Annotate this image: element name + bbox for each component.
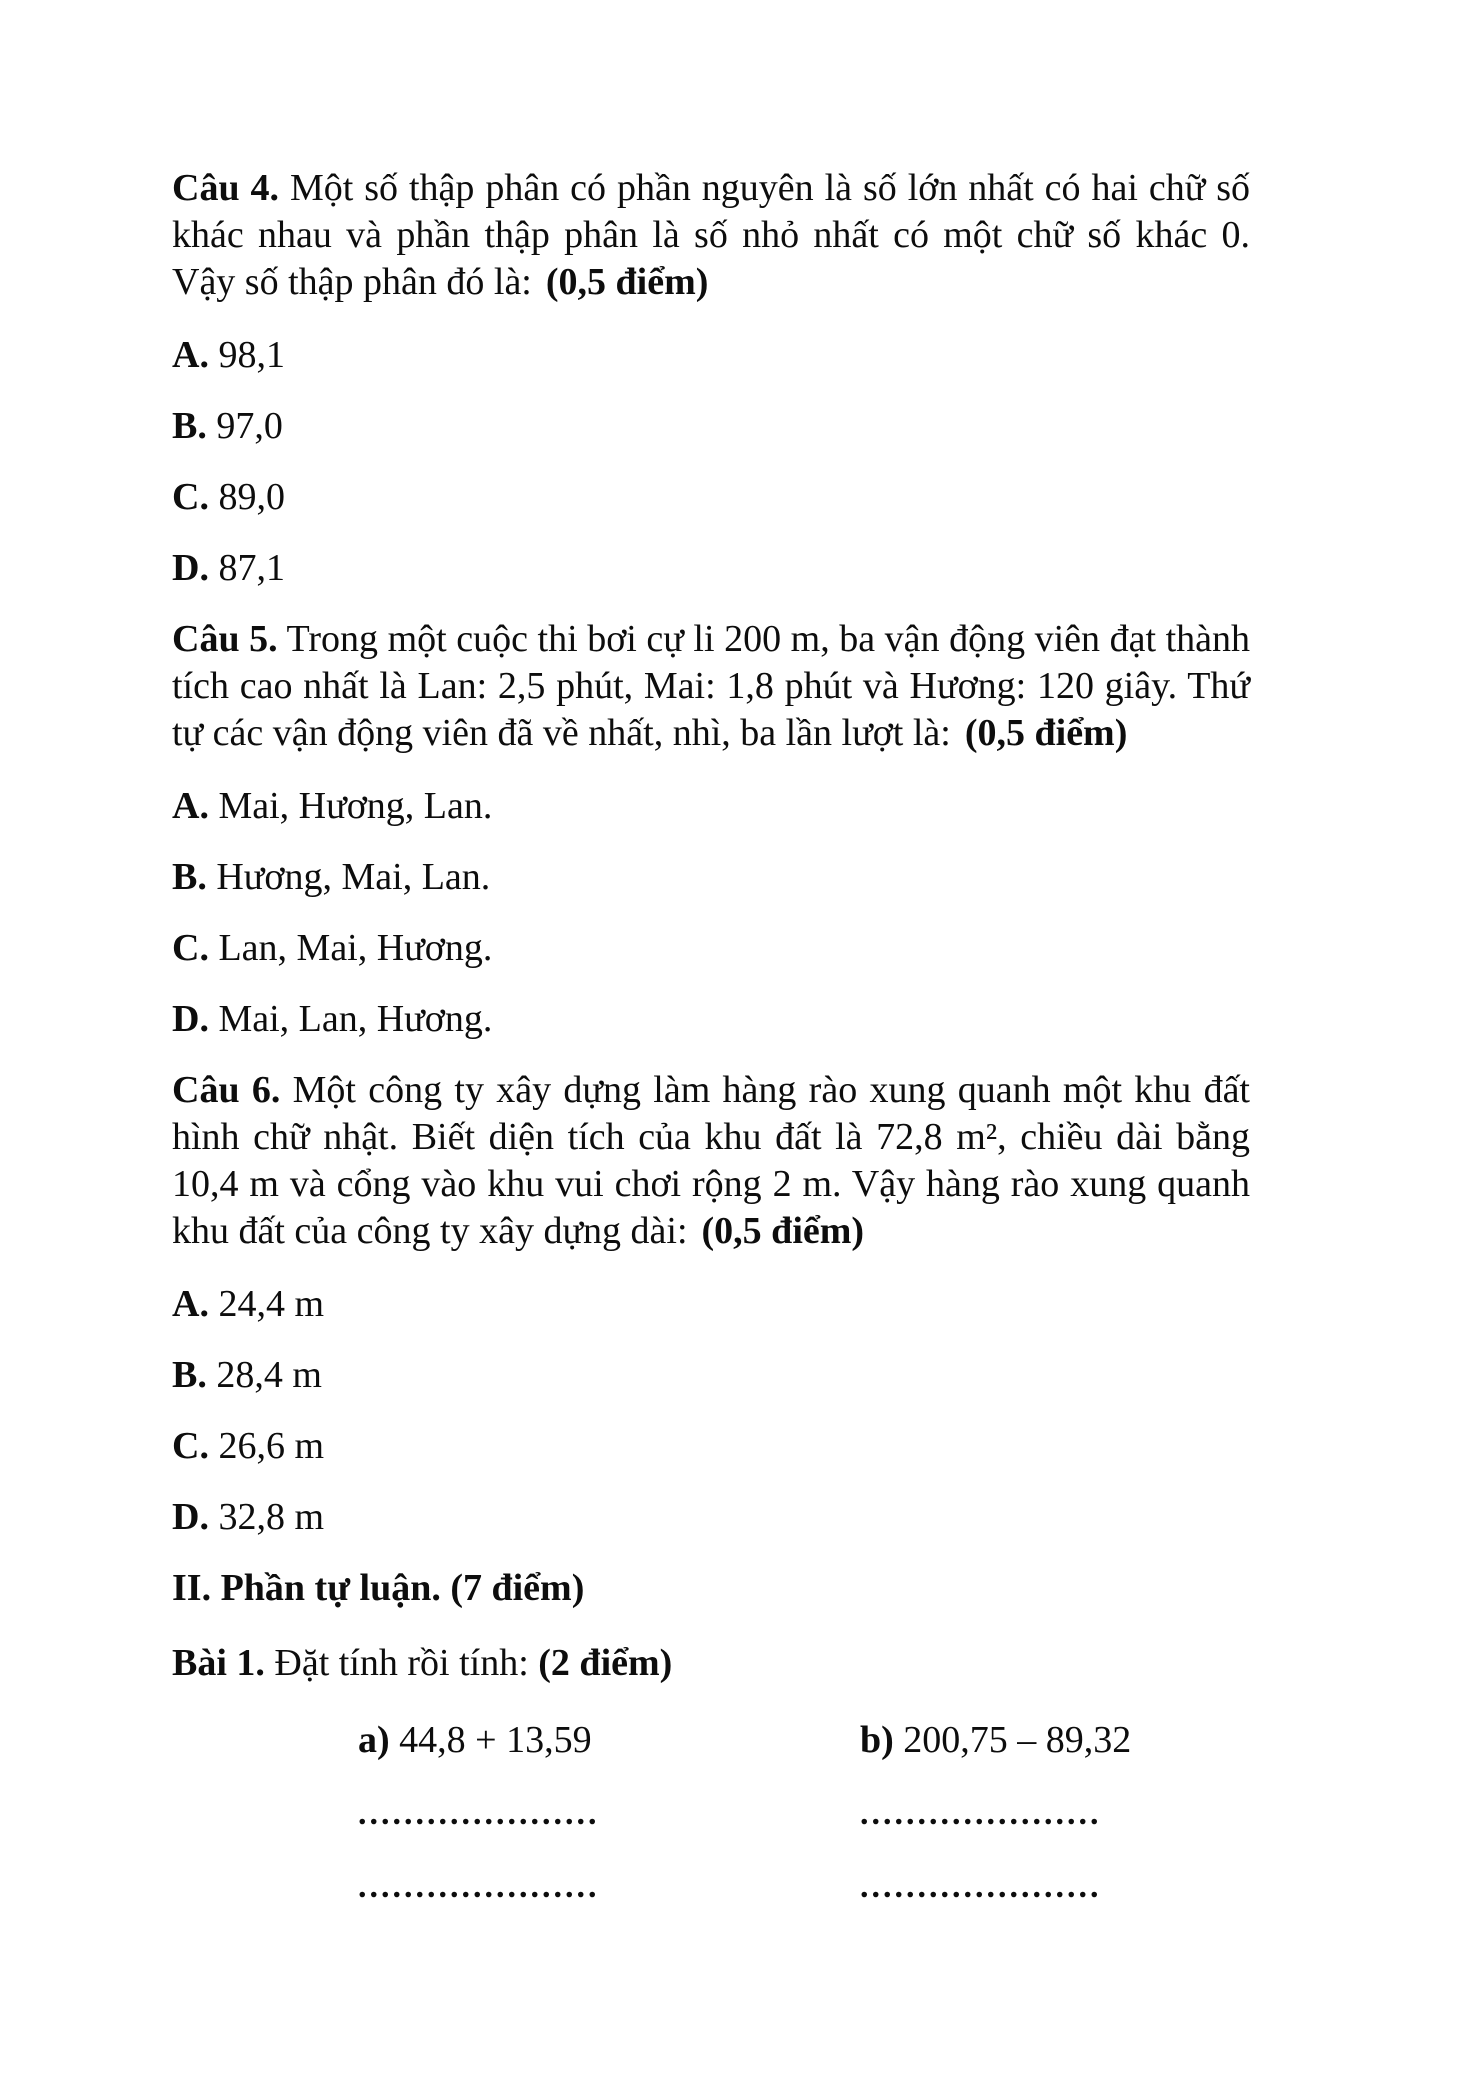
option-text: 32,8 m bbox=[218, 1496, 325, 1538]
option-letter: C. bbox=[172, 1425, 209, 1467]
exercise-1-label: Bài 1. bbox=[172, 1642, 265, 1684]
option-text: Hương, Mai, Lan. bbox=[216, 856, 491, 898]
option-text: 24,4 m bbox=[218, 1283, 325, 1325]
worksheet-column-a bbox=[358, 1717, 620, 1910]
question-4-option-c bbox=[172, 474, 1250, 521]
question-6-option-b bbox=[172, 1352, 1250, 1399]
exercise-1-heading bbox=[172, 1640, 1250, 1687]
exercise-1-points: (2 điểm) bbox=[538, 1642, 673, 1684]
expression-a bbox=[358, 1717, 620, 1764]
option-letter: B. bbox=[172, 405, 207, 447]
exercise-1-text: Đặt tính rồi tính: bbox=[274, 1642, 529, 1684]
option-text: Mai, Lan, Hương. bbox=[218, 998, 493, 1040]
answer-dots-a-1: ..................... bbox=[358, 1795, 600, 1832]
option-text: 97,0 bbox=[216, 405, 283, 447]
question-5-paragraph bbox=[172, 616, 1250, 757]
question-6-option-a bbox=[172, 1281, 1250, 1328]
question-4-option-d bbox=[172, 545, 1250, 592]
question-6-option-c bbox=[172, 1423, 1250, 1470]
question-4-option-b bbox=[172, 403, 1250, 450]
option-letter: D. bbox=[172, 998, 209, 1040]
expression-b bbox=[860, 1717, 1132, 1764]
question-5-text: Trong một cuộc thi bơi cự li 200 m, ba vận động viên đạt thành tích cao nhất là Lan: 2,5 phút, Mai: 1,8 phút và Hương: 120 giây. Thứ tự các vận động viên đã về nhất, nhì, ba lần lượt là: bbox=[172, 618, 1250, 754]
part-a-expression: 44,8 + 13,59 bbox=[399, 1719, 592, 1761]
question-6-text: Một công ty xây dựng làm hàng rào xung quanh một khu đất hình chữ nhật. Biết diện tích của khu đất là 72,8 m², chiều dài bằng 10,4 m và cổng vào khu vui chơi rộng 2 m. Vậy hàng rào xung quanh khu đất của công ty xây dựng dài: bbox=[172, 1069, 1250, 1252]
option-text: Lan, Mai, Hương. bbox=[218, 927, 493, 969]
question-5 bbox=[172, 616, 1250, 1043]
option-text: 26,6 m bbox=[218, 1425, 325, 1467]
option-text: 28,4 m bbox=[216, 1354, 322, 1396]
option-text: 98,1 bbox=[218, 334, 285, 376]
question-4-paragraph bbox=[172, 165, 1250, 306]
question-5-number: Câu 5. bbox=[172, 618, 278, 660]
answer-dots-b-1: ..................... bbox=[860, 1795, 1102, 1832]
question-5-option-d bbox=[172, 996, 1250, 1043]
question-5-points: (0,5 điểm) bbox=[964, 712, 1128, 754]
option-text: 89,0 bbox=[218, 476, 285, 518]
option-text: Mai, Hương, Lan. bbox=[218, 785, 493, 827]
option-letter: C. bbox=[172, 476, 209, 518]
question-5-option-c bbox=[172, 925, 1250, 972]
option-letter: D. bbox=[172, 1496, 209, 1538]
exercise-1-worksheet bbox=[172, 1717, 1250, 1910]
part-b-expression: 200,75 – 89,32 bbox=[903, 1719, 1132, 1761]
question-4 bbox=[172, 165, 1250, 592]
part-b-label: b) bbox=[860, 1719, 894, 1761]
question-6 bbox=[172, 1067, 1250, 1541]
option-letter: A. bbox=[172, 334, 209, 376]
question-4-option-a bbox=[172, 332, 1250, 379]
answer-dots-a-2: ..................... bbox=[358, 1868, 600, 1905]
option-text: 87,1 bbox=[218, 547, 285, 589]
question-6-option-d bbox=[172, 1494, 1250, 1541]
question-5-option-b bbox=[172, 854, 1250, 901]
question-4-text: Một số thập phân có phần nguyên là số lớn nhất có hai chữ số khác nhau và phần thập phân là số nhỏ nhất có một chữ số khác 0. Vậy số thập phân đó là: bbox=[172, 167, 1251, 303]
question-5-option-a bbox=[172, 783, 1250, 830]
option-letter: C. bbox=[172, 927, 209, 969]
question-4-points: (0,5 điểm) bbox=[545, 261, 709, 303]
worksheet-column-b bbox=[860, 1717, 1132, 1910]
option-letter: A. bbox=[172, 785, 209, 827]
question-4-number: Câu 4. bbox=[172, 167, 280, 209]
section-2-title: II. Phần tự luận. (7 điểm) bbox=[172, 1567, 585, 1609]
option-letter: B. bbox=[172, 856, 207, 898]
option-letter: B. bbox=[172, 1354, 207, 1396]
option-letter: A. bbox=[172, 1283, 209, 1325]
question-6-paragraph bbox=[172, 1067, 1250, 1255]
option-letter: D. bbox=[172, 547, 209, 589]
question-6-number: Câu 6. bbox=[172, 1069, 281, 1111]
question-6-points: (0,5 điểm) bbox=[701, 1210, 865, 1252]
part-a-label: a) bbox=[358, 1719, 390, 1761]
answer-dots-b-2: ..................... bbox=[860, 1868, 1102, 1905]
